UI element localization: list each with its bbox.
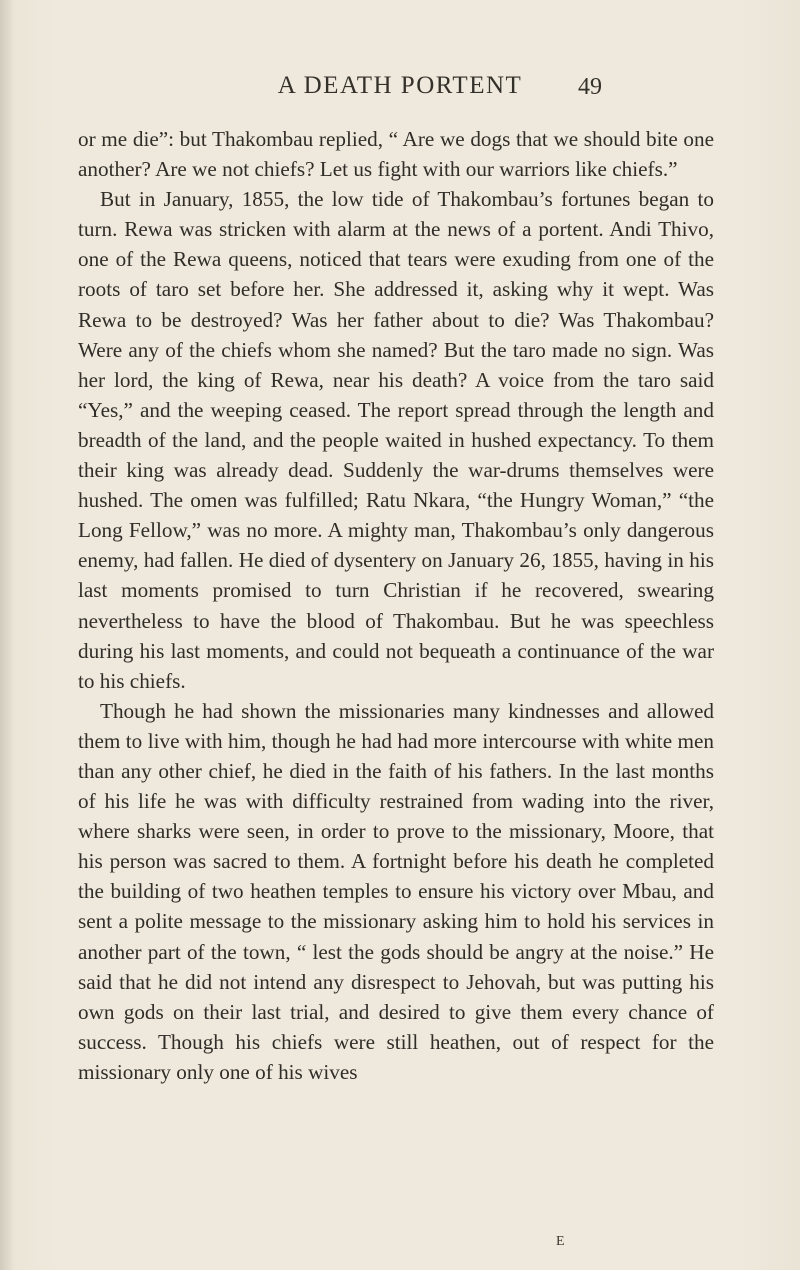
page-gutter-shadow — [0, 0, 14, 1270]
paragraph-2: But in January, 1855, the low tide of Thakombau’s fortunes began to turn. Rewa was stricken with alarm at the news of a portent. Andi Thivo, one of the Rewa queens, noticed that tears were exuding from one of the roots of taro set before her. She addressed it, asking why it wept. Was Rewa to be destroyed? Was her father about to die? Was Thakombau? Were any of the chiefs whom she named? But the taro made no sign. Was her lord, the king of Rewa, near his death? A voice from the taro said “Yes,” and the weeping ceased. The report spread through the length and breadth of the land, and the people waited in hushed expectancy. To them their king was already dead. Suddenly the war-drums themselves were hushed. The omen was fulfilled; Ratu Nkara, “the Hungry Woman,” “the Long Fellow,” was no more. A mighty man, Thakombau’s only dangerous enemy, had fallen. He died of dysentery on January 26, 1855, having in his last moments promised to turn Christian if he recovered, swearing nevertheless to have the blood of Thakombau. But he was speechless during his last moments, and could not bequeath a continuance of the war to his chiefs. — [78, 187, 714, 693]
page-number: 49 — [578, 74, 602, 100]
signature-mark: E — [556, 1234, 566, 1249]
body-text — [78, 124, 714, 1087]
paragraph-1: or me die”: but Thakombau replied, “ Are we dogs that we should bite one another? Are we not chiefs? Let us fight with our warriors like chiefs.” — [78, 127, 714, 182]
paragraph-3: Though he had shown the missionaries many kindnesses and allowed them to live with him, though he had had more intercourse with white men than any other chief, he died in the faith of his fathers. In the last months of his life he was with difficulty restrained from wading into the river, where sharks were seen, in order to prove to the missionary, Moore, that his person was sacred to them. A fortnight before his death he completed the building of two heathen temples to ensure his victory over Mbau, and sent a polite message to the missionary asking him to hold his services in another part of the town, “ lest the gods should be angry at the noise.” He said that he did not intend any disrespect to Jehovah, but was putting his own gods on their last trial, and desired to give them every chance of success. Though his chiefs were still heathen, out of respect for the missionary only one of his wives — [78, 698, 714, 1084]
running-head: A DEATH PORTENT — [277, 72, 523, 99]
page-header — [0, 72, 800, 112]
